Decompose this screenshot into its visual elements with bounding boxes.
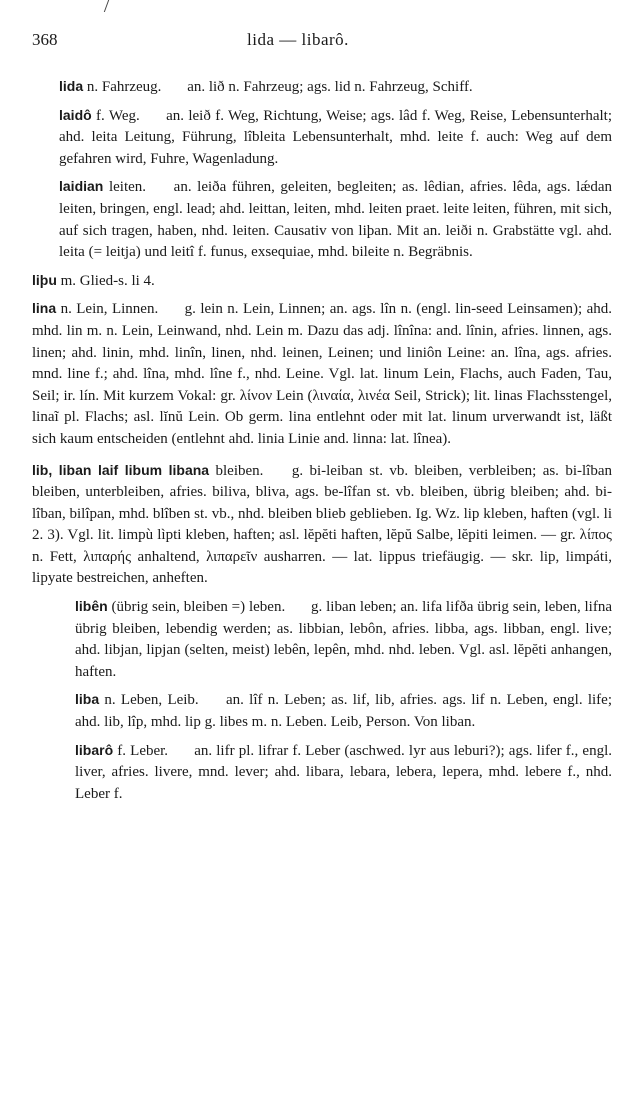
entry-lib	[32, 460, 612, 591]
gloss: f. Leber.	[117, 742, 169, 759]
lemma: liþu	[32, 271, 57, 288]
entry-body: g. liban leben; an. lifa lifða übrig sein, leben, lifna übrig bleiben, lebendig werden; as. libbian, lebôn, afries. libba, ags. libban, engl. live; ahd. libjan, lipjan (selten, meist) lebên, lepên, mhd. nhd. leben. Vgl. asl. lĕpĕti anhangen, haften.	[75, 599, 613, 680]
entry-libaro	[32, 740, 612, 806]
gloss: (übrig sein, bleiben =) leben.	[111, 599, 286, 616]
entry-body: an. leið f. Weg, Richtung, Weise; ags. lâd f. Weg, Reise, Lebensunterhalt; ahd. leita Leitung, Führung, lîbleita Lebensunterhalt, mhd. leite f. auch: Weg auf dem gefahren wird, Fuhre, Wagenladung.	[59, 107, 612, 167]
entry-body: an. lîf n. Leben; as. lif, lib, afries. ags. lif n. Leben, engl. life; ahd. lib, lîp, mhd. lip g. libes m. n. Leben. Leib, Person. Von liban.	[75, 692, 613, 731]
gloss: f. Weg.	[96, 107, 140, 124]
entry-body: an. lifr pl. lifrar f. Leber (aschwed. lyr aus leburi?); ags. lifer f., engl. liver, afries. livere, mnd. lever; ahd. libara, lebara, lebera, lepera, mhd. lebere f., nhd. Leber f.	[75, 742, 613, 802]
lemma: lida	[59, 78, 84, 94]
entry-lina	[32, 298, 612, 450]
entry-lithu	[32, 270, 612, 293]
entry-list	[32, 76, 612, 811]
page-header	[32, 30, 593, 52]
entry-laido	[32, 105, 612, 171]
gloss: bleiben.	[215, 462, 264, 479]
entry-body: an. lið n. Fahrzeug; ags. lid n. Fahrzeug, Schiff.	[187, 79, 473, 95]
gloss: n. Fahrzeug.	[86, 79, 162, 95]
scan-mark	[98, 0, 109, 12]
lemma: lina	[32, 300, 57, 317]
gloss: leiten.	[108, 179, 147, 196]
lemma: libarô	[75, 741, 114, 758]
gloss: n. Lein, Linnen.	[60, 301, 159, 318]
entry-body: g. bi-leiban st. vb. bleiben, verbleiben; as. bi-lîban bleiben, unterbleiben, afries. biliva, bliva, ags. be-lîfan st. vb. bleiben, übrig bleiben; ahd. bi-lîban, bilîpan, mhd. blîben st. vb., nhd. bleiben blieb geblieben. Ig. Wz. lip kleben, haften (vgl. li 2. 3). Vgl. lit. limpù lìpti kleben, haften; asl. lĕpĕti haften, lĕpŭ Salbe, lĕpiti leimen. — gr. λίπος n. Fett, λιπαρής anhaltend, λιπαρεῖν ausharren. — lat. lippus triefäugig. — skr. lip, limpáti, lipyate bestreichen, anheften.	[32, 462, 612, 587]
gloss: m. Glied-s. li 4.	[60, 272, 155, 289]
running-head: lida — libarô.	[247, 30, 349, 49]
lemma: laidô	[59, 106, 92, 123]
entry-liba	[32, 689, 612, 733]
lemma: libên	[75, 598, 108, 615]
entry-liben	[32, 596, 612, 683]
gloss: n. Leben, Leib.	[104, 692, 199, 709]
page-number: 368	[32, 30, 58, 49]
entry-lida	[32, 76, 612, 99]
lemma: liba	[75, 691, 100, 708]
lemma: lib, liban laif libum libana	[32, 461, 210, 478]
entry-laidian	[32, 176, 612, 263]
entry-body: an. leiða führen, geleiten, begleiten; as. lêdian, afries. lêda, ags. lǽdan leiten, bringen, engl. lead; ahd. leittan, leiten, mhd. leiten praet. leite leiten, führen, mit sich, auf sich tragen, haben, nhd. leiten. Causativ von liþan. Mit an. leiði n. Grabstätte vgl. ahd. leita (= leitja) und leitî f. funus, exsequiae, mhd. bileite n. Begräbnis.	[59, 179, 613, 261]
lemma: laidian	[59, 178, 104, 195]
entry-body: g. lein n. Lein, Linnen; an. ags. lîn n. (engl. lin-seed Leinsamen); ahd. mhd. lin m. n. Lein, Leinwand, nhd. Lein m. Dazu das adj. lînîna: and. lînin, afries. linnen, ags. linen; ahd. linin, mhd. linîn, linen, nhd. leinen, Leinen; und liniôn Leine: an. lîna, ags. afries. mnd. line f.; ahd. lîna, mhd. lîne f., nhd. Leine. Vgl. lat. linum Lein, Flachs, auch Faden, Tau, Seil; ir. lín. Mit kurzem Vokal: gr. λίνον Lein (λιναία, λινέα Seil, Strick); lit. linas Flachsstengel, linaĩ pl. Flachs; asl. lĭnŭ Lein. Ob germ. lina entlehnt oder mit lat. linum urverwandt ist, läßt sich kaum entscheiden (entlehnt ahd. linia Linie and. linna: lat. lînea).	[32, 301, 613, 447]
